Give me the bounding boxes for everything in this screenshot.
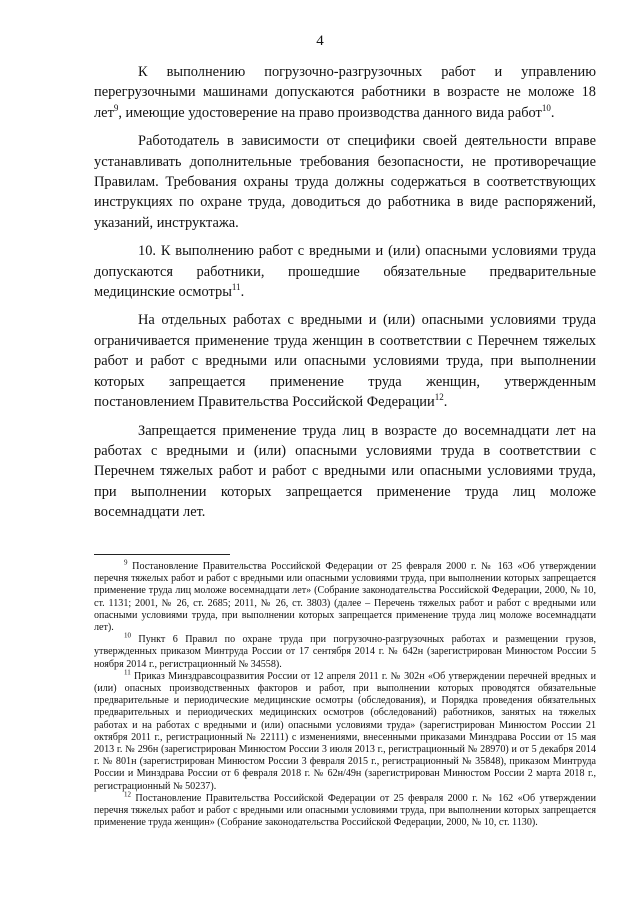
footnotes: [94, 558, 596, 829]
footnote-9: $^9$ Постановление Правительства Российской Федерации от 25 февраля 2000 г. № 163 «Об утверждении перечня тяжелых работ и работ с вредными или опасными условиями труда, при выполнении которых запрещается применение труда лиц моложе восемнадцати лет» (Собрание законодательства Российской Федерации, 2000, № 10, ст. 1131; 2001, № 26, ст. 2685; 2011, № 26, ст. 3803) (далее – Перечень тяжелых работ и работ с вредными или опасными условиями труда, при выполнении которых запрещается применение труда лиц моложе восемнадцати лет).: [94, 558, 596, 634]
footnote-11: $^{11}$ Приказ Минздравсоцразвития России от 12 апреля 2011 г. № 302н «Об утверждении перечней вредных и (или) опасных производственных факторов и работ, при выполнении которых проводятся обязательные предварительные и периодические медицинские осмотры (обследования), и Порядка проведения обязательных предварительных и периодических медицинских осмотров (обследований) работников, занятых на тяжелых работах и на работах с вредными и (или) опасными условиями труда» (зарегистрирован Минюстом России 21 октября 2011 г., регистрационный № 22111) с изменениями, внесенными приказами Минздрава России от 15 мая 2013 г. № 296н (зарегистрирован Минюстом России 3 июля 2013 г., регистрационный № 28970) и от 5 декабря 2014 г. № 801н (зарегистрирован Минюстом России 3 февраля 2015 г., регистрационный № 35848), приказом Минтруда России и Минздрава России от 6 февраля 2018 г. № 62н/49н (зарегистрирован Минюстом России 2 марта 2018 г., регистрационный № 50237).: [94, 668, 596, 792]
footnote-separator: [94, 554, 230, 555]
footnote-ref-12[interactable]: 12: [434, 392, 444, 403]
footnote-10: $^{10}$ Пункт 6 Правил по охране труда при погрузочно-разгрузочных работах и размещении грузов, утвержденных приказом Минтруда России от 17 сентября 2014 г. № 642н (зарегистрирован Минюстом России 5 ноября 2014 г., регистрационный № 34558).: [94, 631, 596, 670]
footnote-ref-10[interactable]: 10: [541, 103, 551, 114]
paragraph-women-restriction: На отдельных работах с вредными и (или) опасными условиями труда ограничивается применение труда женщин в соответствии с Перечнем тяжелых работ и работ с вредными или опасными условиями труда, при выполнении которых запрещается применение труда женщин, утвержденным постановлением Правительства Российской Федерации$^{12}$.: [94, 312, 596, 411]
paragraph-employer-requirements: Работодатель в зависимости от специфики своей деятельности вправе устанавливать дополнительные требования безопасности, не противоречащие Правилам. Требования охраны труда должны содержаться в соответствующих инструкциях по охране труда, доводиться до работника в виде распоряжений, указаний, инструктажа.: [94, 133, 596, 231]
footnote-ref-11[interactable]: 11: [231, 282, 241, 293]
paragraph-item-10: 10. К выполнению работ с вредными и (или) опасными условиями труда допускаются работники, прошедшие обязательные предварительные медицинские осмотры$^{11}$.: [94, 243, 596, 301]
paragraph-loading-work: К выполнению погрузочно-разгрузочных работ и управлению перегрузочными машинами допускаются работники в возрасте не моложе 18 лет$^9$, имеющие удостоверение на право производства данного вида работ$^{10}$.: [94, 64, 596, 121]
document-body: [94, 62, 596, 523]
footnote-12: $^{12}$ Постановление Правительства Российской Федерации от 25 февраля 2000 г. № 162 «Об утверждении перечня тяжелых работ и работ с вредными или опасными условиями труда, при выполнении которых запрещается применение труда женщин» (Собрание законодательства Российской Федерации, 2000, № 10, ст. 1130).: [94, 790, 596, 829]
footnote-ref-9[interactable]: 9: [113, 103, 119, 114]
page-number: 4: [316, 33, 324, 49]
paragraph-minors-restriction: Запрещается применение труда лиц в возрасте до восемнадцати лет на работах с вредными и (или) опасными условиями труда в соответствии с Перечнем тяжелых работ и работ с вредными или опасными условиями труда, при выполнении которых запрещается применение труда лиц моложе восемнадцати лет.: [94, 422, 596, 521]
